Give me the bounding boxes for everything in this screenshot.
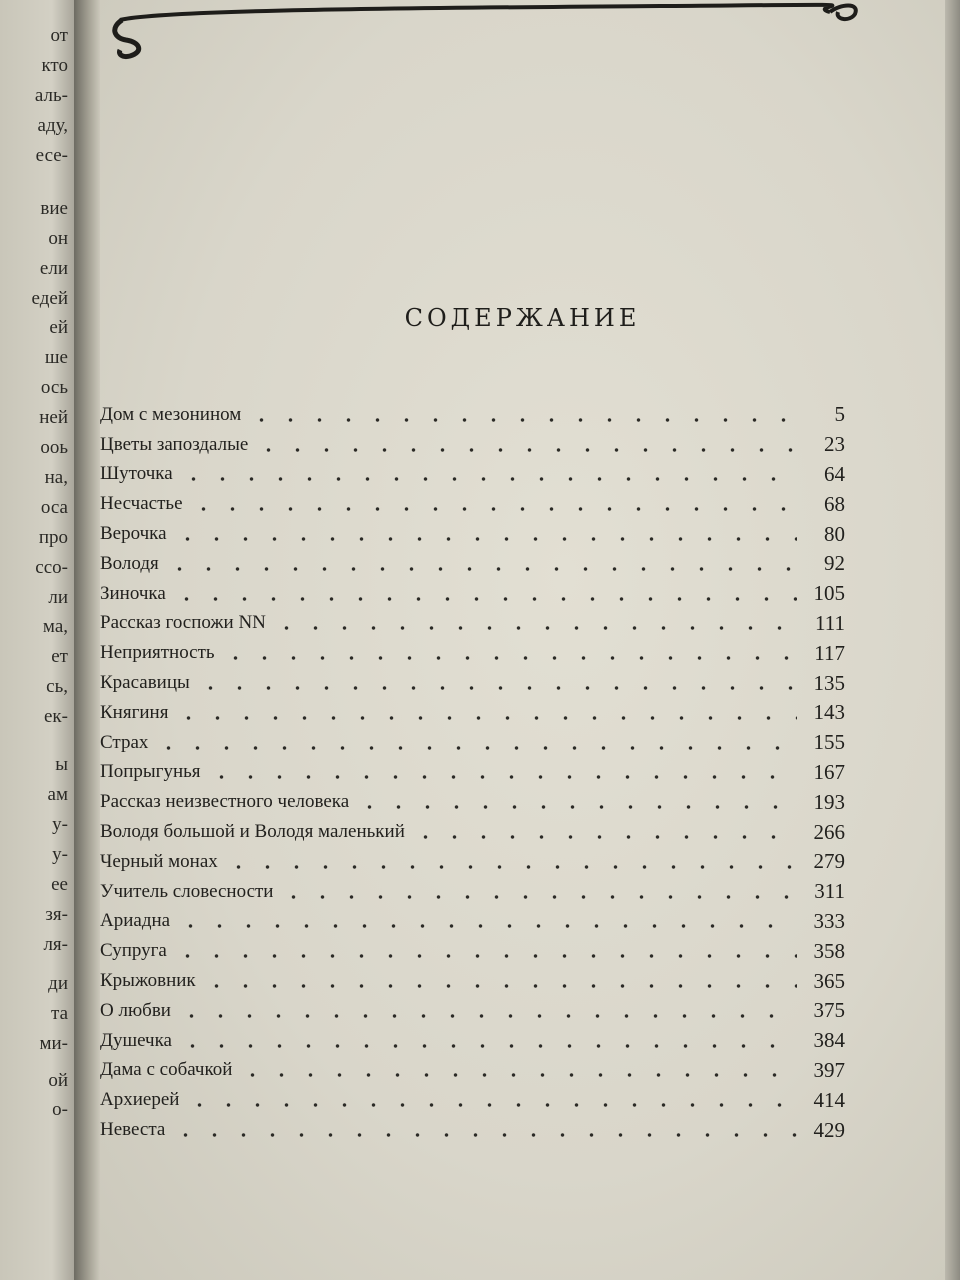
- dot-leader: [221, 654, 797, 662]
- left-page-fragment: аду,: [37, 115, 68, 136]
- toc-entry-title: Страх: [100, 731, 149, 753]
- toc-entry-page: 375: [813, 998, 845, 1023]
- dot-leader: [189, 505, 797, 513]
- toc-entry: [100, 698, 845, 728]
- toc-entry: [100, 668, 845, 698]
- left-page-fragment: про: [38, 526, 68, 548]
- toc-entry-title: Володя большой и Володя маленький: [100, 821, 405, 843]
- ornament-flourish: [100, 0, 860, 70]
- left-page-fragment: он: [48, 227, 68, 249]
- contents-heading: СОДЕРЖАНИЕ: [404, 304, 641, 332]
- toc-entry-page: 117: [814, 640, 845, 665]
- toc-entry-page: 397: [813, 1057, 845, 1082]
- toc-entry-title: Попрыгунья: [100, 761, 201, 783]
- left-page-fragment: ссо-: [35, 556, 68, 578]
- toc-entry-page: 279: [813, 849, 845, 874]
- left-page-fragment: едей: [31, 287, 68, 309]
- left-page-fragment: ли: [48, 586, 68, 608]
- toc-entry: [100, 996, 845, 1026]
- toc-entry: [100, 489, 845, 519]
- toc-entry: [100, 907, 845, 937]
- toc-entry: [100, 966, 845, 996]
- left-page-fragment: ет: [51, 646, 68, 668]
- left-page-fragment: у-: [52, 814, 68, 836]
- toc-entry-title: Рассказ госпожи NN: [100, 612, 266, 634]
- toc-entry: [100, 549, 845, 579]
- left-page-fragment: ля-: [43, 933, 68, 955]
- toc-entry-page: 414: [813, 1087, 845, 1112]
- left-page-fragment: ы: [55, 754, 68, 776]
- left-page-fragment: на,: [44, 466, 68, 488]
- toc-entry: [100, 579, 845, 609]
- toc-entry-page: 193: [813, 789, 845, 814]
- toc-entry-page: 311: [814, 879, 845, 904]
- dot-leader: [178, 1042, 797, 1050]
- dot-leader: [172, 595, 797, 603]
- dot-leader: [171, 1131, 797, 1139]
- left-page-fragment: о-: [52, 1099, 68, 1121]
- dot-leader: [247, 416, 797, 424]
- left-page-fragment: ели: [39, 257, 68, 279]
- dot-leader: [411, 833, 797, 841]
- toc-entry-title: Цветы запоздалые: [100, 433, 249, 455]
- dot-leader: [176, 922, 797, 930]
- toc-entry: [100, 460, 845, 490]
- dot-leader: [177, 1012, 797, 1020]
- dot-leader: [154, 744, 797, 752]
- toc-entry: [100, 728, 845, 758]
- toc-entry-page: 80: [824, 521, 845, 546]
- toc-entry: [100, 758, 845, 788]
- toc-entry-title: Крыжовник: [100, 970, 196, 992]
- left-page-fragment: ось: [40, 377, 68, 399]
- toc-entry-title: Дом с мезонином: [100, 403, 242, 425]
- toc-entry: [100, 1115, 845, 1145]
- toc-entry-page: 105: [813, 581, 845, 606]
- toc-entry-title: Ариадна: [100, 910, 171, 932]
- toc-entry-title: Верочка: [100, 523, 167, 545]
- left-page-fragment: кто: [41, 55, 68, 77]
- toc-entry-title: Княгиня: [100, 701, 169, 723]
- toc-entry-page: 64: [824, 461, 845, 486]
- left-page-fragment: та: [51, 1002, 68, 1024]
- toc-entry-title: О любви: [100, 999, 171, 1021]
- dot-leader: [207, 773, 797, 781]
- left-page-fragment: от: [50, 25, 68, 47]
- left-page-fragment: вие: [40, 197, 68, 219]
- toc-entry-page: 111: [815, 610, 845, 635]
- dot-leader: [272, 624, 797, 632]
- book-gutter: [74, 0, 100, 1280]
- left-page-fragment: есе-: [35, 144, 68, 166]
- dot-leader: [279, 893, 797, 901]
- toc-entry: [100, 400, 845, 430]
- left-page-fragment: ее: [51, 874, 68, 895]
- dot-leader: [254, 446, 797, 454]
- left-page-fragment: ам: [47, 784, 68, 806]
- toc-entry-title: Архиерей: [100, 1089, 180, 1111]
- dot-leader: [174, 714, 797, 722]
- dot-leader: [238, 1071, 797, 1079]
- dot-leader: [202, 982, 797, 990]
- left-page-fragment: сь,: [46, 676, 68, 698]
- left-page-fragment: ооь: [40, 437, 68, 458]
- toc-entry-page: 266: [813, 819, 845, 844]
- dot-leader: [165, 565, 797, 573]
- left-page-fragment: ей: [49, 317, 68, 339]
- dot-leader: [355, 803, 797, 811]
- toc-entry: [100, 787, 845, 817]
- toc-entry-title: Супруга: [100, 940, 167, 962]
- toc-entry-title: Володя: [100, 552, 159, 574]
- toc-entry: [100, 609, 845, 639]
- toc-entry: [100, 1026, 845, 1056]
- toc-entry-page: 155: [813, 730, 845, 755]
- toc-entry: [100, 936, 845, 966]
- toc-entry-page: 23: [824, 432, 845, 457]
- dot-leader: [224, 863, 797, 871]
- toc-entry-page: 384: [813, 1028, 845, 1053]
- toc-entry-title: Шуточка: [100, 463, 173, 485]
- toc-entry-title: Несчастье: [100, 493, 183, 515]
- toc-entry-title: Душечка: [100, 1029, 172, 1051]
- left-page-fragment: у-: [52, 844, 68, 866]
- left-page-fragment: зя-: [45, 903, 68, 925]
- toc-entry: [100, 817, 845, 847]
- toc-entry-title: Зиночка: [100, 582, 166, 604]
- toc-entry-page: 135: [813, 670, 845, 695]
- toc-entry: [100, 1085, 845, 1115]
- toc-entry-page: 429: [813, 1117, 845, 1142]
- toc-entry-title: Красавицы: [100, 672, 190, 694]
- toc-entry: [100, 638, 845, 668]
- toc-entry: [100, 430, 845, 460]
- toc-entry-title: Учитель словесности: [100, 880, 274, 902]
- left-page-fragment: ней: [39, 407, 68, 429]
- toc-entry-title: Черный монах: [100, 850, 218, 872]
- toc-entry-page: 143: [813, 700, 845, 725]
- table-of-contents: [100, 400, 845, 1145]
- left-page-fragment: ше: [44, 347, 68, 369]
- toc-entry-page: 92: [824, 551, 845, 576]
- toc-entry-page: 5: [834, 402, 845, 427]
- left-page-fragment: ек-: [44, 706, 68, 728]
- toc-entry-page: 365: [813, 968, 845, 993]
- dot-leader: [173, 535, 797, 543]
- toc-entry-title: Дама с собачкой: [100, 1059, 233, 1081]
- toc-entry: [100, 847, 845, 877]
- toc-entry: [100, 1056, 845, 1086]
- left-page-fragment: оса: [40, 496, 68, 518]
- left-page-fragment: аль-: [34, 85, 68, 107]
- dot-leader: [173, 952, 797, 960]
- dot-leader: [179, 475, 797, 483]
- toc-entry-title: Невеста: [100, 1119, 166, 1141]
- toc-entry-title: Рассказ неизвестного человека: [100, 791, 350, 813]
- left-page-fragment: ми-: [39, 1032, 68, 1054]
- dot-leader: [185, 1101, 797, 1109]
- toc-entry-page: 333: [813, 908, 845, 933]
- toc-entry: [100, 877, 845, 907]
- left-page-edge: [0, 0, 74, 1280]
- toc-entry-page: 358: [813, 938, 845, 963]
- left-page-fragment: ди: [48, 972, 68, 994]
- dot-leader: [196, 684, 797, 692]
- toc-entry-page: 167: [813, 759, 845, 784]
- left-page-fragment: ой: [48, 1069, 68, 1091]
- right-page-edge: [945, 0, 960, 1280]
- toc-entry: [100, 519, 845, 549]
- toc-entry-page: 68: [824, 491, 845, 516]
- toc-entry-title: Неприятность: [100, 642, 215, 664]
- left-page-fragment: ма,: [42, 616, 68, 638]
